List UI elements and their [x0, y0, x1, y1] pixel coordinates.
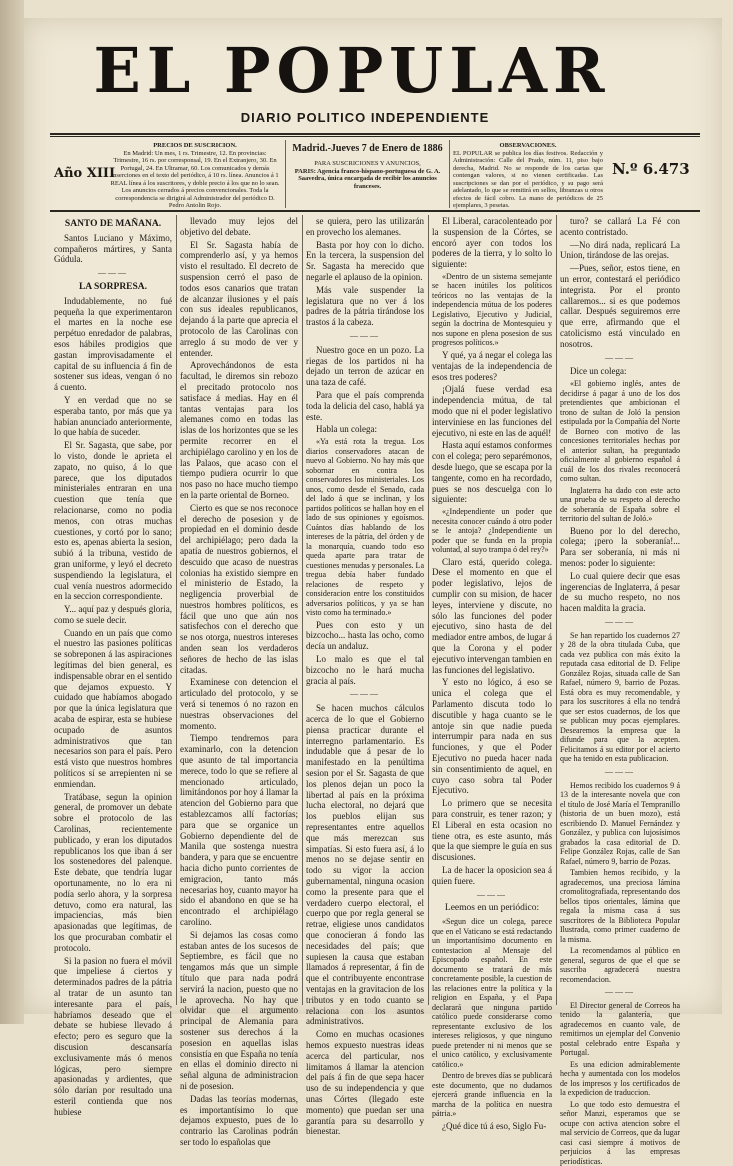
paragraph: Lo primero que se necesita para construir, es tener razon; y El Liberal en esta ocasion no tiene otra, es este asunto, más que la que siempre le guía en sus discusiones. — [432, 798, 552, 863]
separator: ——— — [477, 889, 507, 899]
observations-text: EL POPULAR se publica los días festivos. Redacción y Administración: Calle del Prado, núm. 11, piso bajo derecha, Madrid. No se responde de los cartas que contengan valores, si no vienen certificadas. Las suscripciones se dan por el periódico, y su pago será adelantado, lo que se remitirá en sellos, libranzas u otros efectos de fácil cobro. La mano de periódicos de 25 ejemplares, 3 pesetas. — [453, 149, 603, 209]
separator: ——— — [350, 689, 380, 699]
paragraph: Se hacen muchos cálculos acerca de lo que el Gobierno piensa practicar durante el interregno parlamentario. Es indudable que á pesar de lo manifestado en la penúltima sesion por el Sr. Sagasta de que los plenos dejan un poco la libertad al país en la próxima lucha electoral, no dejará que los pueblos elijan sus representantes entre aquellos que más merezcan sus simpatías. Si esto fuera así, á lo menos no se dejase sentir en todo su vigor la accion gubernamental, ninguna ocasion como la presente para que el verdadero cuerpo electoral, el cuerpo que por regla general se retrae, eligiese unos candidatos que conocieran á fondo las necesidades del país; que supiesen la causa que estaban llamados á representar, á fin de que el contribuyente encontrase ventajas en la gravitacion de los tributos y en todo cuanto se relaciona con los asuntos administrativos. — [306, 703, 424, 1027]
paragraph: llevado muy lejos del objetivo del debate. — [180, 216, 298, 237]
header-rule-bottom — [50, 210, 700, 212]
column-rule — [302, 215, 303, 1005]
masthead-subtitle: DIARIO POLITICO INDEPENDIENTE — [240, 110, 490, 125]
paragraph: turo? se callará La Fé con acento contristado. — [560, 216, 680, 237]
paragraph: Nuestro goce en un pozo. La riegas de los partidos ni ha dejado un terron de azúcar en una taza de café. — [306, 344, 424, 388]
santo-text: Santos Luciano y Máximo, compañeros mártires, y Santa Gúdula. — [54, 232, 172, 265]
issue-year: Año XIII — [54, 166, 116, 181]
column-5 — [560, 216, 680, 1166]
paragraph: Si la pasion no fuera el móvil que impeliese á ciertos y determinados padres de la pátria al tratar de un asunto tan interesante para el país, habríamos deseado que el debate se hubiese llevado á efecto; pero es seguro que la discusion descansaría exclusivamente más ó menos lógicas, pero siempre apasionadas y ardientes, que sólo darían por resultado una esteril contienda que nos hubiese — [54, 955, 172, 1117]
paragraph: La de hacer la oposicion sea á quien fuere. — [432, 864, 552, 886]
small-paragraph: Lo que todo esto demuestra el señor Manzi, esperamos que se ocupe con activa atencion sobre el mal servicio de Correos, que da lugar casi casi siempre á motivos de perjuicios á las empresas periodísticas. — [560, 1099, 680, 1166]
paragraph: Pues con esto y un bizcocho... hasta las ocho, como decía un andaluz. — [306, 619, 424, 652]
quoted-paragraph: «Dentro de un sistema semejante se hacen inútiles los políticos teóricos no las ventajas de la independencia mútua de los poderes Legislativo, Ejecutivo y Judicial, según la doctrina de Montesquieu y nos supone en plena posesion de sus progresos políticos.» — [432, 271, 552, 348]
observations — [453, 142, 603, 210]
column-rule — [176, 215, 177, 1005]
paragraph: El Sr. Sagasta había de comprenderlo así, y ya hemos visto el resultado. El decreto de suspension cerró el paso de todos esos canarios que tratan de alcanzar ilusiones y el país con sus ideales republicanos, dejando á la parte que aprecia el protocolo de las Carolinas con arreglo á su modo de ver y entender. — [180, 239, 298, 358]
paragraph: Como en muchas ocasiones hemos expuesto nuestras ideas acerca del particular, nos limitamos á llamar la atencion del país á fin de que sepa hacer uso de su independencia y que unas Córtes (llegado este momento) que puedan ser una garantía para su desarrollo y bienestar. — [306, 1029, 424, 1137]
paragraph: Habla un colega: — [316, 424, 377, 435]
separator: ——— — [605, 987, 635, 997]
separator: ——— — [605, 617, 635, 627]
paragraph: Cierto es que se nos reconoce el derecho de posesion y de propiedad en el dominio desde del archipiélago; pero dada la apatía de nuestros gobiernos, el descuido que acaso de nuestras colonias ha existido siempre en el ministerio de Estado, la negligencia proverbial de nuestros hombres políticos, es fácil que uno que aún nos satisfechos con el derecho que se nos otorga, nuestros intereses anden sean los verdaderos señores de hecho de las islas citadas. — [180, 502, 298, 675]
paragraph: Para que el país comprenda toda la delicia del caso, hablá ya este. — [306, 389, 424, 422]
paragraph: Dadas las teorías modernas, es importantísimo lo que dejamos expuesto, pues de lo contrario las Carolinas podrán ser todo lo españolas que — [180, 1093, 298, 1147]
paragraph: se quiera, pero las utilizarán en provecho los alemanes. — [306, 216, 424, 237]
paragraph: Bueno por lo del derecho, colega; ¡pero la soberanía!... Para ser soberanía, ni más ni menos: poder lo siguiente: — [560, 525, 680, 569]
paragraph: —No dirá nada, replicará La Union, tirándose de las orejas. — [560, 239, 680, 261]
quoted-paragraph: «Segun dice un colega, parece que en el Vaticano se está redactando un importantísimo documento en contestacion al Mensaje del Episcopado español. En este documento se tratará de más concretamente posible, la cuestion de las relaciones entre la política y la religion en España, y el Papa declarará que ninguna partido católico puede considerarse como representante exclusivo de los intereses religiosos, y que ninguno puede pretender ni ni menos que se el unico católico, y exclusivamente católico.» — [432, 917, 552, 1069]
paragraph: El Sr. Sagasta, que sabe, por lo visto, donde le aprieta el zapato, no quiso, á lo que parece, que los diputados ministeriales entraran en una cuestion que tenía que relacionarse, como no podia menos, con otras muchas cuestiones, y cortó por lo sano; esto es, apenas abierta la sesion, subió á la tribuna, vestido de gran uniforme, y leyó el decreto suspendiendo la legislatura, el cual venía nuestros adormecido en la seccion correspondiente. — [54, 440, 172, 602]
paragraph: Más vale suspender la legislatura que no ver á los padres de la pátria tirándose los trastos á la cabeza. — [306, 284, 424, 328]
small-paragraph: Se han repartido los cuadernos 27 y 28 de la obra titulada Cuba, que cada vez publica con más éxito la reputada casa editorial de D. Felipe González Rojas, situada calle de San Rafael, número 9, barrio de Pozas. Está obra es muy recomendable, y para los suscritores á ella no tendrá que ser estos cuadernos, de los que se publican muy pocas ejemplares. Desearemos la empresa que la difunde para que la acepten. Felicitamos á su editor por el acierto que ha tenido en esta publicacion. — [560, 630, 680, 764]
paragraph: Si dejamos las cosas como estaban antes de los sucesos de Septiembre, es fácil que no tengamos más que un simple título que para nada podrá servirá la nacion, puesto que no le aprovecha. No hay que olvidar que el argumento principal de Alemania para sostener sus derechos á la posesion en aquellas islas consistía en que España no tenía en ellas el dominio directo ni señal alguna de administracion ni de posesion. — [180, 929, 298, 1091]
prices-text: En Madrid: Un mes, 1 rs. Trimestre, 12. En provincias: Trimestre, 16 rs. por corresponsal, 19. En el Extranjero, 30. En Portugal, 24. En Ultramar, 60. Los comunicados y demás inserciones en el texto del periódico, á 10 rs. línea. Anuncios á 1 REAL línea á los suscritores, y doble precio á los que no lo sean. Los anuncios cerrados á precios convencionales. Toda la correspondencia se dirigirá al Administrador del periódico D. Pedro Antolin Rojo. — [110, 149, 280, 209]
article-heading-sorpresa: LA SORPRESA. — [78, 281, 148, 292]
paragraph: Lo cual quiere decir que esas ingerencias de Inglaterra, á pesar de su mucho respeto, no nos hacen maldita la gracia. — [560, 570, 680, 614]
paragraph: Dice un colega: — [570, 366, 627, 377]
column-rule — [556, 215, 557, 1005]
issue-number: N.º 6.473 — [612, 160, 690, 178]
issue-info — [290, 143, 445, 190]
column-3 — [306, 216, 424, 1137]
paragraph: Aprovechándonos de esta facultad, le diremos sin rebozo el precitado protocolo nos satisface á medias. Hay en él tantas ventajas para los alemanes como en todas las islas de los horizontes que se les permite recorrer en el archipiélago carolino y en los de las Palaos, que acaso con el tiempo pudiera ocurrir lo que nos paso no hace mucho tiempo en la parte oriental de Borneo. — [180, 360, 298, 500]
paragraph: Cuando en un país que como el nuestro las pasiones políticas se sobreponen á las aspiraciones legítimas del bien general, es indispensable obrar en el sentido que dejamos expuesto. Y cuidado que habíamos abogado por que la única legislatura que acaba de espirar, esta se hubiese ocupado de asuntos administrativos que tan necesarios son para el país. Pero está visto que nuestros hombres políticos sí se arrepienten ni se enmiendan. — [54, 627, 172, 789]
paragraph: El Liberal, caracolenteado por la suspension de la Córtes, se encoró ayer con todos los poderes de la tierra, y lo solto lo siguiente: — [432, 216, 552, 270]
separator: ——— — [98, 268, 128, 278]
quoted-paragraph: «¿Independiente un poder que necesita conocer cuándo á otro poder se le antoja? ¿Independiente un poder que se funda en la propia voluntad, al suyo trampa ó del rey?» — [432, 507, 552, 555]
paragraph: Lo malo es que el tal bizcocho no le hará mucha gracia al país. — [306, 654, 424, 686]
separator: ——— — [605, 766, 635, 776]
small-paragraph: Tambien hemos recibido, y la agradecemos, una preciosa lámina cromolitografiada, representando dos bellos tipos orientales, lámina que regala la misma casa á sus suscritores de la Biblioteca Popular Ilustrada, como primer cuaderno de la misma. — [560, 868, 680, 944]
paragraph: Y esto no lógico, á eso se unica el colega que el Parlamento discuta todo lo discutible y haga cuanto se le antoje sin que nadie pueda interrumpir para nada en sus funciones, y que el Poder Ejecutivo no pueda hacer nada sin consentimiento de aquel, en cuyo caso sobra tal Poder Ejecutivo. — [432, 677, 552, 796]
small-paragraph: La recomendamos al público en general, seguros de que el que se suscriba agradecerá nuestra recomendacion. — [560, 946, 680, 984]
paragraph: Examinese con detencion el articulado del protocolo, y se verá si tenemos ó no razon en nuestras observaciones del momento. — [180, 677, 298, 731]
paragraph: Y en verdad que no se esperaba tanto, por más que ya habían anunciado anteriormente, lo que había de suceder. — [54, 394, 172, 438]
quoted-paragraph: Inglaterra ha dado con este acto una prueba de su respeto al derecho de soberanía de España sobre el territorio del sultan de Joló.» — [560, 485, 680, 524]
small-paragraph: El Director general de Correos ha tenido la galantería, que agradecemos en cuanto vale, de remitirnos un ejemplar del Convenio postal celebrado entre España y Portugal. — [560, 1000, 680, 1058]
article-heading-leemos: Leemos en un periódico: — [444, 903, 540, 914]
column-2 — [180, 216, 298, 1147]
small-paragraph: Hemos recibido los cuadernos 9 á 13 de la interesante novela que con el título de José María el Tempranillo (historia de un buen mozo), está escribiendo D. Manuel Fernández y González, y publica con lujosísimos grabados la casa editorial de D. Felipe González Rojas, calle de San Rafael, número 9, barrio de Pozas. — [560, 780, 680, 866]
paragraph: Hasta aquí estamos conformes con el colega; pero separémonos, desde luego, que se escapa por la tangente, como en ha recordado, pues se nos descuelga con lo siguiente: — [432, 440, 552, 505]
quoted-paragraph: «El gobierno inglés, antes de decidirse á pagar á uno de los dos pretendientes que ambicionan el trono de sultan de Joló la pension estipulada por la Compañía del Norte de Borneo con motivo de las concesiones territoriales hechas por el anterior sultan, ha preguntado oficialmente al gobierno español á cuál de los dos rivales reconocerá como sultan. — [560, 379, 680, 484]
paragraph: Basta por hoy con lo dicho. En la tercera, la suspension del Sr. Sagasta ha merecido que negarle el aplauso de la opinion. — [306, 239, 424, 282]
paragraph: Y qué, ya á negar el colega las ventajas de la independencia de esos tres poderes? — [432, 349, 552, 382]
column-4 — [432, 216, 552, 1131]
paragraph: ¿Qué dice tú á eso, Siglo Fu- — [442, 1120, 547, 1131]
paragraph: Y... aquí paz y después gloria, como se suele decir. — [54, 604, 172, 625]
masthead-title: EL POPULAR — [93, 34, 611, 107]
issue-date: Madrid.-Jueves 7 de Enero de 1886 — [292, 143, 443, 154]
small-paragraph: Es una edicion admirablemente hecha y aumentada con los modelos de los impresos y los certificados de la expedicion de traduccion. — [560, 1059, 680, 1098]
paragraph: —Pues, señor, estos tiene, en un error, contestará el periódico integrista. Por el pronto callaremos... si es que podemos callar. Después seguiremos erre que erre, afirmando que el catolicismo está vinculado en nosotros. — [560, 263, 680, 349]
paragraph: Indudablemente, no fué pequeña la que experimentaron el martes en la noche ese perpétuo enredador de palabras, esos hábiles prodigios que gastan improvisadamente el capital de su influencia á fin de sostener sus ideas, vengan ó no á cuento. — [54, 295, 172, 393]
paragraph: ¡Ojalá fuese verdad esa independencia mútua, de tal modo que ni el poder legislativo interviniese en las funciones del ejecutivo, ni este en las de aquél! — [432, 384, 552, 438]
header-divider-2 — [449, 140, 450, 208]
header-divider-1 — [285, 140, 286, 208]
quoted-paragraph: «Ya está rota la tregua. Los diarios conservadores atacan de nuevo al Gobierno. No hay más que sobornar en contra los conservadores los ministeriales. Los unos, como desde el Senado, cada del lado á que se inclinan, y los partidos políticos se hallan hoy en el lado de sus opiniones y egoísmos. Cuántos días hablando de los intereses de la pátria, del órden y de la monarquía, cuando todo eso queda aparte para tratar de cuestiones menudas y personales. La tregua debía haber fundado relaciones de respeto y consideracion entre los constituidos adversarios políticos, y ya se han visto como ha terminado.» — [306, 437, 424, 618]
observations-title: OBSERVACIONES. — [499, 142, 557, 149]
paragraph: Tratábase, segun la opinion general, de promover un debate sobre el protocolo de las Carolinas, recientemente publicado, y eran los diputados republicanos los que iban á ser los sostenedores del palenque. Este debate, que tendría lugar oportunamente, no lo era ni podía serlo ahora, y la sorpresa detuvo, como era natural, las impaciencias, más bien apasionadas que legítimas, de los que procuraban combatir el protocolo. — [54, 791, 172, 953]
prices-title: PRECIOS DE SUSCRICION. — [153, 142, 237, 149]
paragraph: Claro está, querido colega. Dese el momento en que el poder legislativo, lejos de cumplir con su mision, de hacer leyes, interviene y discute, no sólo las funciones del poder ejecutivo, sino hasta de del mediador entre ambos, de lugar á que la Corona y el poder ejecutivo intervengan tambien en las funciones del legislativo. — [432, 556, 552, 675]
page-gutter — [0, 0, 24, 1024]
header-rule-top-thin — [50, 136, 700, 137]
santo-heading: SANTO DE MAÑANA. — [64, 219, 162, 229]
separator: ——— — [605, 352, 635, 362]
header-rule-top — [50, 133, 700, 135]
paragraph: Tiempo tendremos para examinarlo, con la detencion que asunto de tal importancia merece, todo lo que se refiere al mencionado articulado, limitándonos por hoy á llamar la atencion del Gobierno para que establezcamos allí factorías; para que se organice un Gobierno dependiente del de Manila que sostenga nuestra bandera, y para que se encuentre hacia dicho punto corrientes de emigracion, tanto más necesarias hoy, cuanto mayor ha sido el abandono en que se ha encontrado el archipiélago carolino. — [180, 733, 298, 927]
separator: ——— — [350, 330, 380, 340]
ads-title: PARA SUSCRICIONES Y ANUNCIOS, — [314, 160, 421, 167]
column-1 — [54, 216, 172, 1117]
ads-text: PARIS: Agencia franco-hispano-portuguesa de G. A. Saavedra, única encargada de recibir los anuncios franceses. — [294, 167, 441, 190]
column-rule — [428, 215, 429, 1005]
quoted-paragraph: Dentro de breves días se publicará este documento, que no dudamos ejercerá grande influencia en la marcha de la política en nuestra pátria.» — [432, 1071, 552, 1119]
subscription-prices — [110, 142, 280, 210]
